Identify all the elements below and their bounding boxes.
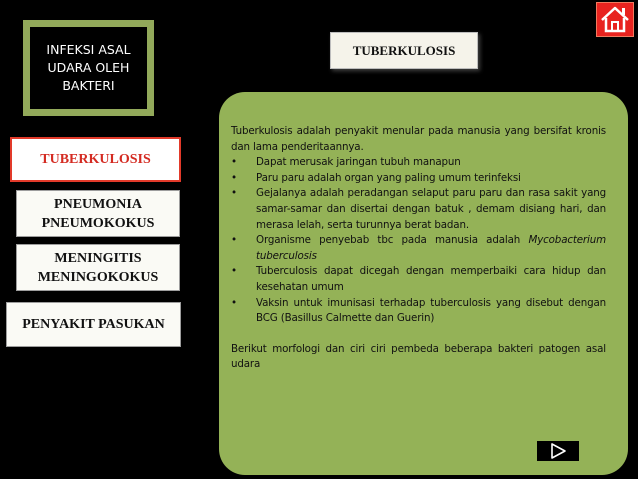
intro-text: Tuberkulosis adalah penyakit menular pada manusia yang bersifat kronis dan lama penderitaannya.: [231, 125, 606, 153]
topic-title: INFEKSI ASAL UDARA OLEH BAKTERI: [30, 27, 147, 109]
bullet-icon: •: [231, 187, 237, 200]
home-icon: [597, 3, 633, 36]
list-item: • Dapat merusak jaringan tubuh manapun: [231, 155, 606, 171]
content-panel: [219, 92, 628, 475]
list-item: • Organisme penyebab tbc pada manusia adalah Mycobacterium tuberculosis: [231, 234, 606, 262]
nav-button-penyakit-pasukan[interactable]: PENYAKIT PASUKAN: [6, 302, 181, 347]
bullet-icon: •: [231, 265, 237, 278]
section-header: TUBERKULOSIS: [330, 32, 478, 69]
bullet-icon: •: [231, 171, 237, 184]
list-item: • Tuberculosis dapat dicegah dengan memperbaiki cara hidup dan kesehatan umum: [231, 265, 606, 293]
home-button[interactable]: [596, 2, 634, 37]
organism-name: Mycobacterium tuberculosis: [256, 234, 606, 262]
nav-button-tuberkulosis[interactable]: TUBERKULOSIS: [10, 137, 181, 182]
topic-title-frame: [23, 20, 154, 116]
list-item: • Paru paru adalah organ yang paling umum terinfeksi: [231, 171, 606, 187]
outro-text: Berikut morfologi dan ciri ciri pembeda beberapa bakteri patogen asal udara: [231, 342, 606, 371]
list-item: • Gejalanya adalah peradangan selaput paru paru dan rasa sakit yang samar-samar dan disertai dengan batuk , demam disiang hari, dan merasa lelah, serta turunnya berat badan.: [231, 187, 606, 231]
bullet-icon: •: [231, 296, 237, 309]
play-triangle-icon: [537, 441, 579, 461]
next-button[interactable]: [537, 441, 579, 461]
bullet-list: [231, 155, 606, 327]
bullet-icon: •: [231, 156, 237, 169]
bullet-icon: •: [231, 234, 237, 247]
nav-button-pneumonia[interactable]: PNEUMONIA PNEUMOKOKUS: [16, 190, 180, 237]
nav-button-meningitis[interactable]: MENINGITIS MENINGOKOKUS: [16, 244, 180, 291]
list-item: • Vaksin untuk imunisasi terhadap tuberculosis yang disebut dengan BCG (Basillus Calmette dan Guerin): [231, 296, 606, 325]
